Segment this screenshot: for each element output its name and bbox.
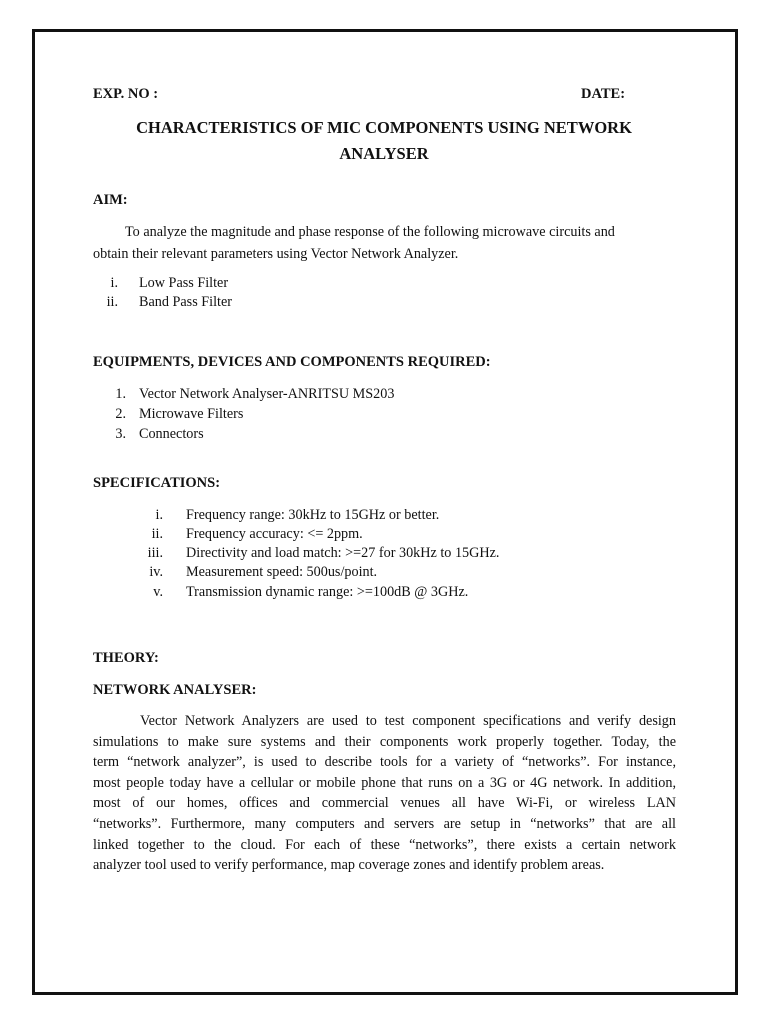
list-marker: 1.	[115, 386, 126, 402]
title-line-1: CHARACTERISTICS OF MIC COMPONENTS USING NETWORK	[136, 118, 632, 137]
paragraph-line: Vector Network Analyzers are used to test component specifications and verify design	[140, 713, 676, 729]
list-text: Low Pass Filter	[139, 275, 229, 291]
date-label: DATE:	[581, 86, 626, 102]
list-text: Microwave Filters	[139, 406, 244, 422]
paragraph-line: term “network analyzer”, is used to describe tools for a variety of “networks”. For instance,	[93, 754, 676, 771]
list-marker: 2.	[115, 406, 126, 422]
paragraph-line: “networks”. Furthermore, many computers and servers are setup in “networks” that are all	[93, 815, 676, 832]
aim-heading: AIM:	[93, 192, 128, 208]
list-marker: ii.	[151, 526, 163, 542]
list-text: Frequency range: 30kHz to 15GHz or better.	[186, 507, 440, 523]
list-marker: v.	[153, 584, 163, 600]
list-text: Connectors	[139, 426, 204, 442]
paragraph-line: most of our homes, offices and commercial venues all have Wi-Fi, or wireless LAN	[93, 795, 676, 812]
exp-no-label: EXP. NO :	[93, 86, 159, 102]
list-text: Band Pass Filter	[139, 294, 233, 310]
aim-text-line-1: To analyze the magnitude and phase response of the following microwave circuits and	[125, 224, 615, 240]
aim-text-line-2: obtain their relevant parameters using Vector Network Analyzer.	[93, 246, 459, 262]
list-text: Measurement speed: 500us/point.	[186, 564, 378, 580]
paragraph-line: analyzer tool used to verify performance, map coverage zones and identify problem areas.	[93, 857, 605, 874]
list-marker: i.	[155, 507, 163, 523]
list-marker: iii.	[147, 545, 163, 561]
list-marker: iv.	[149, 564, 163, 580]
paragraph-line: simulations to make sure systems and their components work properly together. Today, the	[93, 733, 676, 750]
specifications-heading: SPECIFICATIONS:	[93, 475, 221, 491]
paragraph-line: most people today have a cellular or mobile phone that runs on a 3G or 4G network. In addition,	[93, 774, 676, 791]
list-marker: i.	[110, 275, 118, 291]
list-marker: 3.	[115, 426, 126, 442]
page-title	[60, 115, 708, 167]
list-text: Frequency accuracy: <= 2ppm.	[186, 526, 363, 542]
list-text: Directivity and load match: >=27 for 30kHz to 15GHz.	[186, 545, 500, 561]
theory-heading: THEORY:	[93, 650, 159, 666]
theory-paragraph	[93, 711, 676, 876]
network-analyser-heading: NETWORK ANALYSER:	[93, 682, 257, 698]
list-text: Vector Network Analyser-ANRITSU MS203	[139, 386, 395, 402]
equipment-heading: EQUIPMENTS, DEVICES AND COMPONENTS REQUIRED:	[93, 354, 491, 370]
paragraph-line: linked together to the cloud. For each of these “networks”, there exists a certain network	[93, 836, 676, 853]
list-marker: ii.	[106, 294, 118, 310]
title-line-2: ANALYSER	[339, 144, 429, 163]
list-text: Transmission dynamic range: >=100dB @ 3GHz.	[186, 584, 469, 600]
